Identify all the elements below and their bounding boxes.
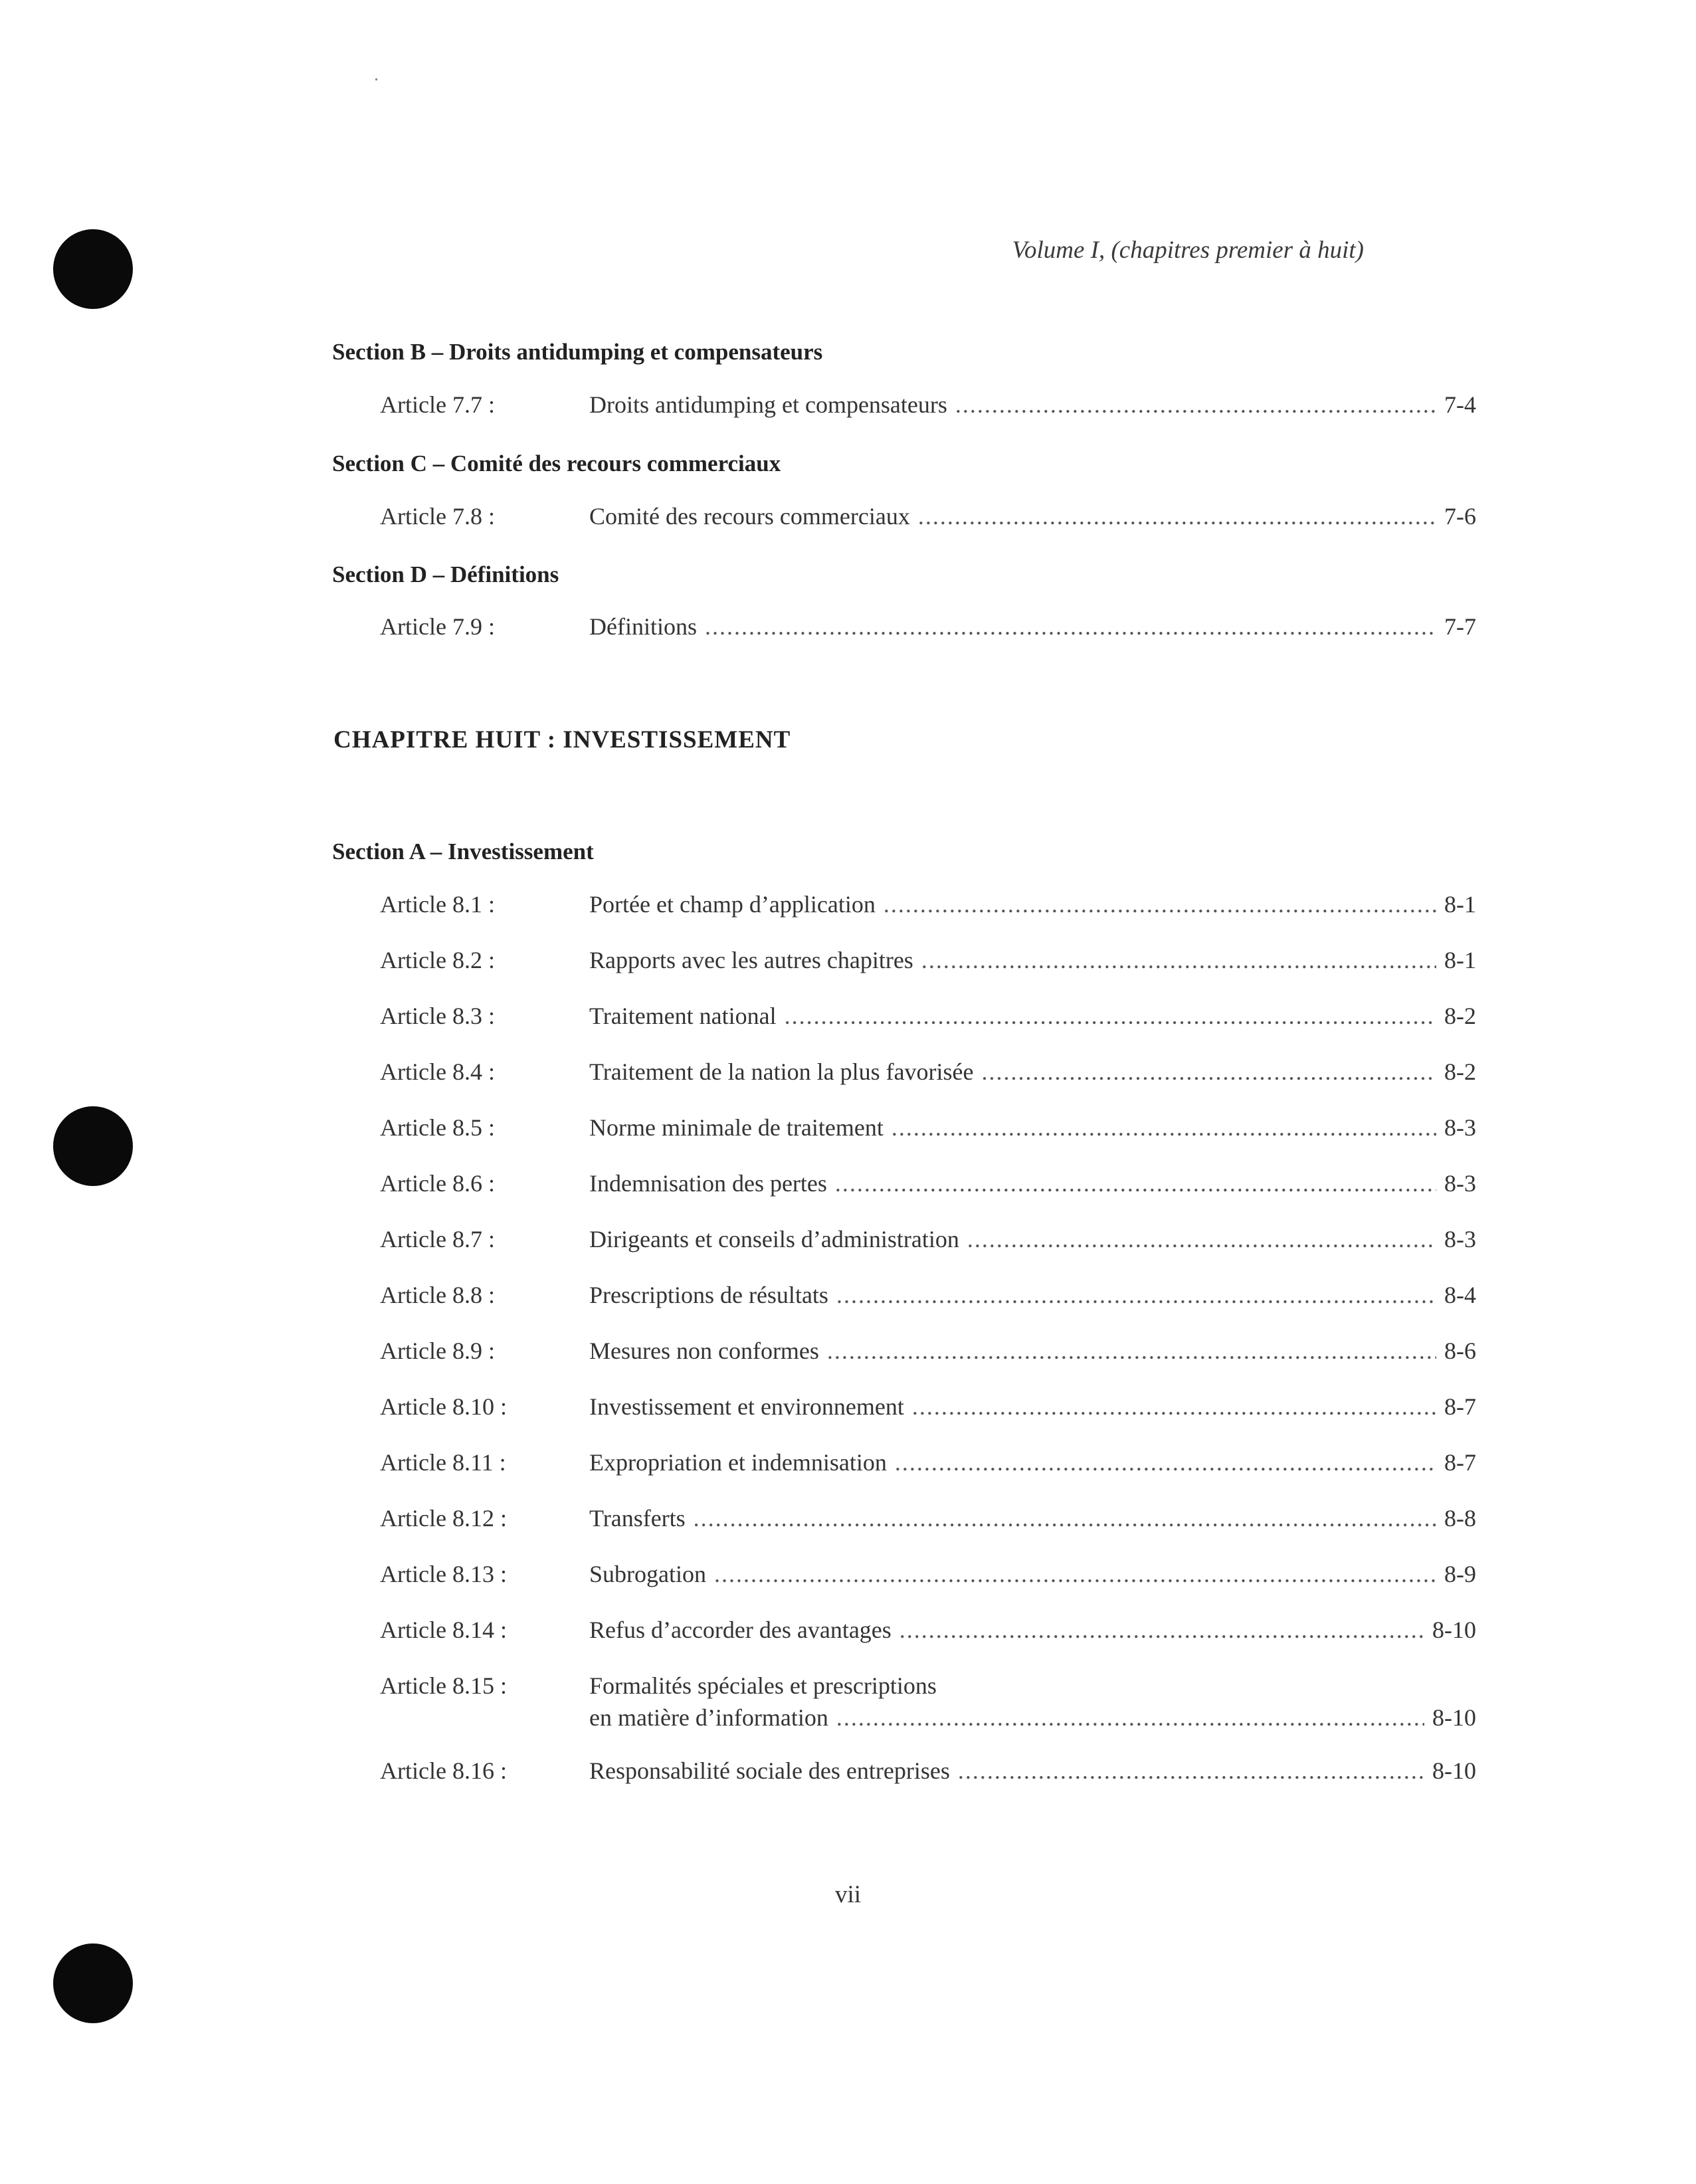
article-number: Article 8.6 :: [380, 1170, 495, 1197]
page-number: 8-6: [1444, 1338, 1476, 1364]
dot-leader: [785, 1002, 1436, 1030]
article-title: Investissement et environnement: [589, 1393, 904, 1420]
article-title: Rapports avec les autres chapitres: [589, 947, 913, 973]
article-number: Article 8.7 :: [380, 1226, 495, 1252]
dot-leader: [835, 1169, 1436, 1197]
article-title: Traitement de la nation la plus favorisée: [589, 1058, 974, 1085]
article-number: Article 8.12 :: [380, 1505, 507, 1532]
page-footer-number: vii: [834, 1881, 862, 1908]
article-number: Article 8.9 :: [380, 1338, 495, 1364]
section-title: Section B – Droits antidumping et compensateurs: [332, 339, 823, 365]
page-number: 8-2: [1444, 1003, 1476, 1029]
dot-leader: [918, 502, 1436, 530]
article-title: Indemnisation des pertes: [589, 1170, 827, 1197]
dot-leader: [827, 1337, 1436, 1365]
article-number: Article 8.10 :: [380, 1393, 507, 1420]
article-title: Dirigeants et conseils d’administration: [589, 1226, 959, 1252]
article-number: Article 8.1 :: [380, 891, 495, 918]
binder-hole-top: [53, 229, 133, 309]
page-number: 8-4: [1444, 1282, 1476, 1308]
dot-leader: [836, 1281, 1436, 1309]
dot-leader: [714, 1560, 1436, 1588]
article-number: Article 8.8 :: [380, 1282, 495, 1308]
article-title: Traitement national: [589, 1003, 777, 1029]
dot-leader: [912, 1393, 1436, 1421]
article-title: Transferts: [589, 1505, 686, 1532]
page-number: 8-9: [1444, 1561, 1476, 1587]
dot-leader: [836, 1704, 1424, 1732]
dot-leader: [982, 1058, 1436, 1086]
dot-leader: [694, 1504, 1436, 1532]
binder-hole-bottom: [53, 1943, 133, 2023]
article-title: Mesures non conformes: [589, 1338, 819, 1364]
article-number: Article 8.3 :: [380, 1003, 495, 1029]
page-number: 8-1: [1444, 947, 1476, 973]
article-title: Refus d’accorder des avantages: [589, 1617, 892, 1643]
dot-leader: [955, 391, 1436, 419]
dot-leader: [892, 1114, 1436, 1142]
article-number: Article 7.7 :: [380, 391, 495, 418]
page-number: 8-1: [1444, 891, 1476, 918]
article-number: Article 8.11 :: [380, 1449, 506, 1476]
chapter-title: CHAPITRE HUIT : INVESTISSEMENT: [333, 726, 791, 753]
page-number: 7-4: [1444, 391, 1476, 418]
article-title: Responsabilité sociale des entreprises: [589, 1757, 950, 1784]
article-number: Article 8.4 :: [380, 1058, 495, 1085]
article-title: Comité des recours commerciaux: [589, 503, 910, 530]
page-number: 8-10: [1432, 1617, 1476, 1643]
article-number: Article 8.5 :: [380, 1114, 495, 1141]
article-number: Article 7.8 :: [380, 503, 495, 530]
scan-speck: [375, 78, 377, 80]
page-number: 8-10: [1432, 1757, 1476, 1784]
page-header: Volume I, (chapitres premier à huit): [1012, 237, 1364, 264]
page-number: 8-8: [1444, 1505, 1476, 1532]
article-title: Norme minimale de traitement: [589, 1114, 884, 1141]
article-number: Article 8.13 :: [380, 1561, 507, 1587]
section-title: Section C – Comité des recours commerciaux: [332, 450, 781, 476]
article-number: Article 8.16 :: [380, 1757, 507, 1784]
article-title: Prescriptions de résultats: [589, 1282, 828, 1308]
article-number: Article 7.9 :: [380, 613, 495, 640]
page-number: 8-3: [1444, 1226, 1476, 1252]
binder-hole-middle: [53, 1106, 133, 1186]
article-title: Subrogation: [589, 1561, 706, 1587]
article-title: Droits antidumping et compensateurs: [589, 391, 947, 418]
page-number: 8-10: [1432, 1704, 1476, 1731]
dot-leader: [884, 890, 1436, 918]
article-number: Article 8.2 :: [380, 947, 495, 973]
article-number: Article 8.15 :: [380, 1672, 507, 1699]
section-title: Section A – Investissement: [332, 839, 594, 864]
page-number: 8-3: [1444, 1170, 1476, 1197]
article-title: Expropriation et indemnisation: [589, 1449, 887, 1476]
dot-leader: [899, 1616, 1424, 1644]
dot-leader: [958, 1757, 1424, 1785]
page-number: 7-6: [1444, 503, 1476, 530]
section-title: Section D – Définitions: [332, 561, 559, 587]
page-number: 8-7: [1444, 1449, 1476, 1476]
page-number: 8-2: [1444, 1058, 1476, 1085]
article-number: Article 8.14 :: [380, 1617, 507, 1643]
page-number: 7-7: [1444, 613, 1476, 640]
dot-leader: [895, 1448, 1436, 1476]
page-number: 8-7: [1444, 1393, 1476, 1420]
dot-leader: [705, 613, 1436, 641]
article-title: Portée et champ d’application: [589, 891, 876, 918]
article-title-line2: en matière d’information: [589, 1704, 828, 1731]
dot-leader: [921, 946, 1436, 974]
dot-leader: [967, 1225, 1436, 1253]
article-title-line1: Formalités spéciales et prescriptions: [589, 1672, 937, 1699]
page-number: 8-3: [1444, 1114, 1476, 1141]
article-title: Définitions: [589, 613, 697, 640]
